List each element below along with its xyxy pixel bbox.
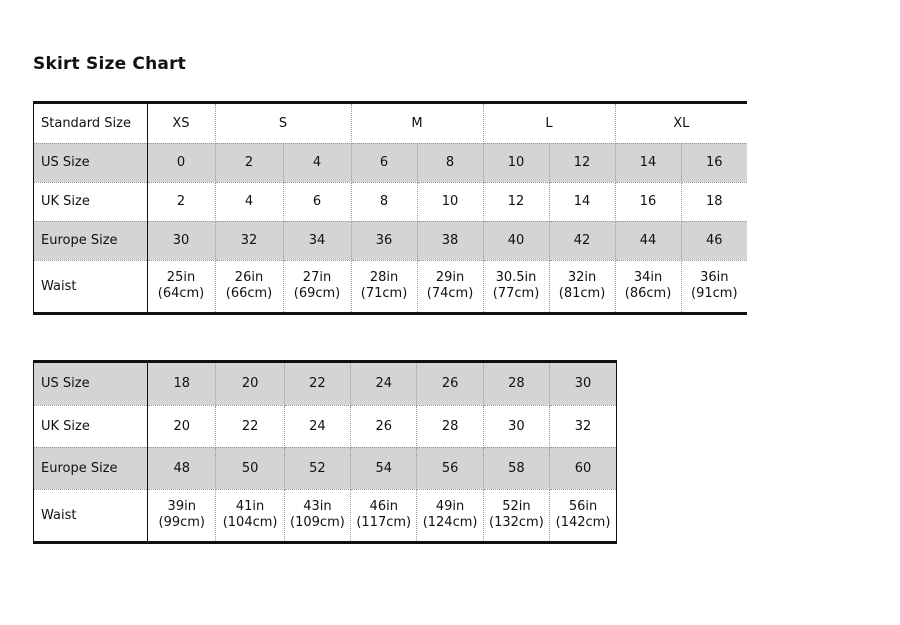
- table-cell: 22: [284, 363, 350, 405]
- table-cell: 34in (86cm): [615, 260, 681, 312]
- table-cell: 14: [549, 182, 615, 221]
- table-cell: 43in (109cm): [284, 489, 350, 541]
- size-table-primary: [34, 104, 747, 312]
- row-label-waist: Waist: [34, 260, 147, 312]
- table-cell: 16: [615, 182, 681, 221]
- table-cell: 25in (64cm): [147, 260, 215, 312]
- table-cell: 12: [483, 182, 549, 221]
- size-table-extended: [34, 363, 616, 541]
- row-label-us-size: US Size: [34, 363, 148, 405]
- row-label-uk-size: UK Size: [34, 182, 147, 221]
- table-cell: 56in (142cm): [550, 489, 616, 541]
- table-cell: 16: [681, 143, 747, 182]
- table-cell: 48: [148, 447, 216, 489]
- table-cell: 28: [483, 363, 549, 405]
- table-cell: 36: [351, 221, 417, 260]
- header-group-s: S: [215, 104, 351, 143]
- table-cell: 22: [216, 405, 284, 447]
- table-cell: 12: [549, 143, 615, 182]
- table-cell: 6: [283, 182, 351, 221]
- table-cell: 49in (124cm): [417, 489, 483, 541]
- table-cell: 32in (81cm): [549, 260, 615, 312]
- page-title: Skirt Size Chart: [33, 54, 186, 74]
- table-cell: 8: [351, 182, 417, 221]
- table-cell: 30: [483, 405, 549, 447]
- table-row: [34, 143, 747, 182]
- table-cell: 28in (71cm): [351, 260, 417, 312]
- table-cell: 10: [483, 143, 549, 182]
- table-cell: 10: [417, 182, 483, 221]
- table-cell: 27in (69cm): [283, 260, 351, 312]
- table-cell: 56: [417, 447, 483, 489]
- table-cell: 46: [681, 221, 747, 260]
- table-cell: 52: [284, 447, 350, 489]
- table-cell: 20: [148, 405, 216, 447]
- table-cell: 30: [550, 363, 616, 405]
- row-label-waist: Waist: [34, 489, 148, 541]
- table-cell: 32: [550, 405, 616, 447]
- table-cell: 0: [147, 143, 215, 182]
- row-label-europe-size: Europe Size: [34, 447, 148, 489]
- standard-size-table-primary: [33, 101, 747, 315]
- table-cell: 4: [215, 182, 283, 221]
- row-label-uk-size: UK Size: [34, 405, 148, 447]
- header-group-xs: XS: [147, 104, 215, 143]
- table-cell: 28: [417, 405, 483, 447]
- table-row: [34, 447, 616, 489]
- table-cell: 40: [483, 221, 549, 260]
- table-cell: 38: [417, 221, 483, 260]
- header-group-xl: XL: [615, 104, 747, 143]
- table-cell: 54: [351, 447, 417, 489]
- table-cell: 2: [147, 182, 215, 221]
- table-cell: 58: [483, 447, 549, 489]
- table-cell: 24: [284, 405, 350, 447]
- table-cell: 42: [549, 221, 615, 260]
- table-row: [34, 363, 616, 405]
- table-cell: 36in (91cm): [681, 260, 747, 312]
- table-row: [34, 182, 747, 221]
- table-cell: 52in (132cm): [483, 489, 549, 541]
- row-label-us-size: US Size: [34, 143, 147, 182]
- header-row-label: Standard Size: [34, 104, 147, 143]
- table-cell: 34: [283, 221, 351, 260]
- table-cell: 26: [417, 363, 483, 405]
- table-cell: 50: [216, 447, 284, 489]
- header-group-l: L: [483, 104, 615, 143]
- table-cell: 18: [681, 182, 747, 221]
- header-group-m: M: [351, 104, 483, 143]
- table-cell: 39in (99cm): [148, 489, 216, 541]
- table-cell: 6: [351, 143, 417, 182]
- table-cell: 26in (66cm): [215, 260, 283, 312]
- table-cell: 41in (104cm): [216, 489, 284, 541]
- standard-size-table-extended: [33, 360, 617, 544]
- table-row: [34, 221, 747, 260]
- table-row: [34, 405, 616, 447]
- table-cell: 14: [615, 143, 681, 182]
- row-label-europe-size: Europe Size: [34, 221, 147, 260]
- table-cell: 29in (74cm): [417, 260, 483, 312]
- table-cell: 8: [417, 143, 483, 182]
- table-cell: 46in (117cm): [351, 489, 417, 541]
- table-cell: 32: [215, 221, 283, 260]
- table-cell: 26: [351, 405, 417, 447]
- table-cell: 30.5in (77cm): [483, 260, 549, 312]
- table-cell: 24: [351, 363, 417, 405]
- table-cell: 30: [147, 221, 215, 260]
- table-row: [34, 489, 616, 541]
- table-cell: 4: [283, 143, 351, 182]
- table-cell: 20: [216, 363, 284, 405]
- table-header-row: [34, 104, 747, 143]
- table-row: [34, 260, 747, 312]
- table-cell: 60: [550, 447, 616, 489]
- table-cell: 18: [148, 363, 216, 405]
- table-cell: 2: [215, 143, 283, 182]
- table-cell: 44: [615, 221, 681, 260]
